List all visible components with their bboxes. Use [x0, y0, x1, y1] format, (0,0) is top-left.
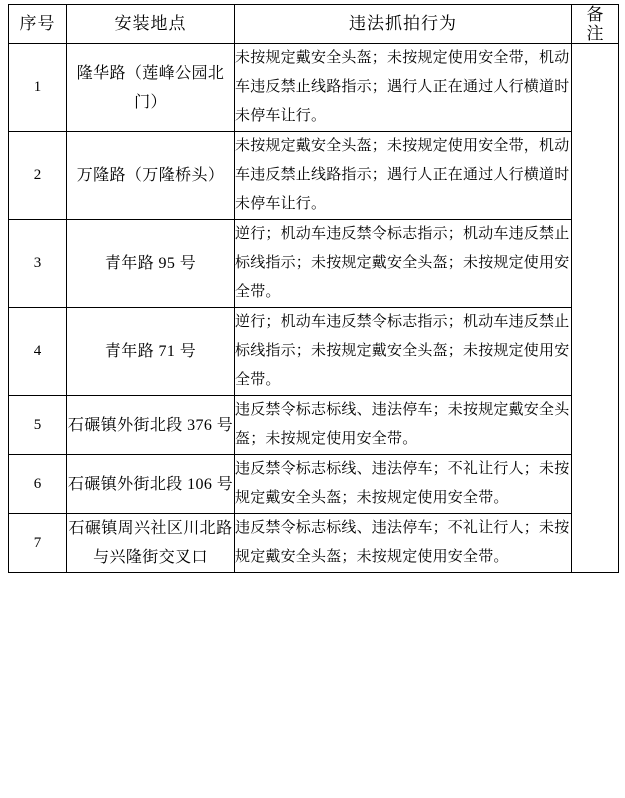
column-header-remark-line2: 注 — [586, 24, 604, 43]
row-behavior: 未按规定戴安全头盔；未按规定使用安全带，机动车违反禁止线路指示；遇行人正在通过人行横道时未停车让行。 — [235, 44, 572, 132]
table-header-row — [9, 5, 619, 44]
row-place: 石碾镇外街北段 106 号 — [67, 455, 235, 514]
table-row — [9, 44, 619, 132]
column-header-remark-line1: 备 — [586, 5, 604, 24]
row-index: 6 — [9, 455, 67, 514]
row-behavior: 违反禁令标志标线、违法停车；不礼让行人；未按规定戴安全头盔；未按规定使用安全带。 — [235, 455, 572, 514]
row-behavior: 逆行；机动车违反禁令标志指示；机动车违反禁止标线指示；未按规定戴安全头盔；未按规定使用安全带。 — [235, 308, 572, 396]
table-row — [9, 455, 619, 514]
table-row — [9, 514, 619, 573]
row-index: 5 — [9, 396, 67, 455]
row-behavior: 违反禁令标志标线、违法停车；未按规定戴安全头盔；未按规定使用安全带。 — [235, 396, 572, 455]
row-index: 7 — [9, 514, 67, 573]
row-place: 石碾镇周兴社区川北路与兴隆街交叉口 — [67, 514, 235, 573]
table-row — [9, 396, 619, 455]
row-index: 1 — [9, 44, 67, 132]
row-place: 青年路 71 号 — [67, 308, 235, 396]
table-row — [9, 308, 619, 396]
row-behavior: 未按规定戴安全头盔；未按规定使用安全带，机动车违反禁止线路指示；遇行人正在通过人行横道时未停车让行。 — [235, 132, 572, 220]
row-place: 隆华路（莲峰公园北门） — [67, 44, 235, 132]
row-index: 2 — [9, 132, 67, 220]
column-header-behavior: 违法抓拍行为 — [235, 5, 572, 44]
row-index: 4 — [9, 308, 67, 396]
row-place: 青年路 95 号 — [67, 220, 235, 308]
table-row — [9, 132, 619, 220]
row-place: 万隆路（万隆桥头） — [67, 132, 235, 220]
column-header-remark — [572, 5, 619, 44]
row-behavior: 逆行；机动车违反禁令标志指示；机动车违反禁止标线指示；未按规定戴安全头盔；未按规定使用安全带。 — [235, 220, 572, 308]
column-header-index: 序号 — [9, 5, 67, 44]
row-index: 3 — [9, 220, 67, 308]
violation-capture-table — [8, 4, 619, 573]
table-row — [9, 220, 619, 308]
row-place: 石碾镇外街北段 376 号 — [67, 396, 235, 455]
column-header-place: 安装地点 — [67, 5, 235, 44]
row-behavior: 违反禁令标志标线、违法停车；不礼让行人；未按规定戴安全头盔；未按规定使用安全带。 — [235, 514, 572, 573]
